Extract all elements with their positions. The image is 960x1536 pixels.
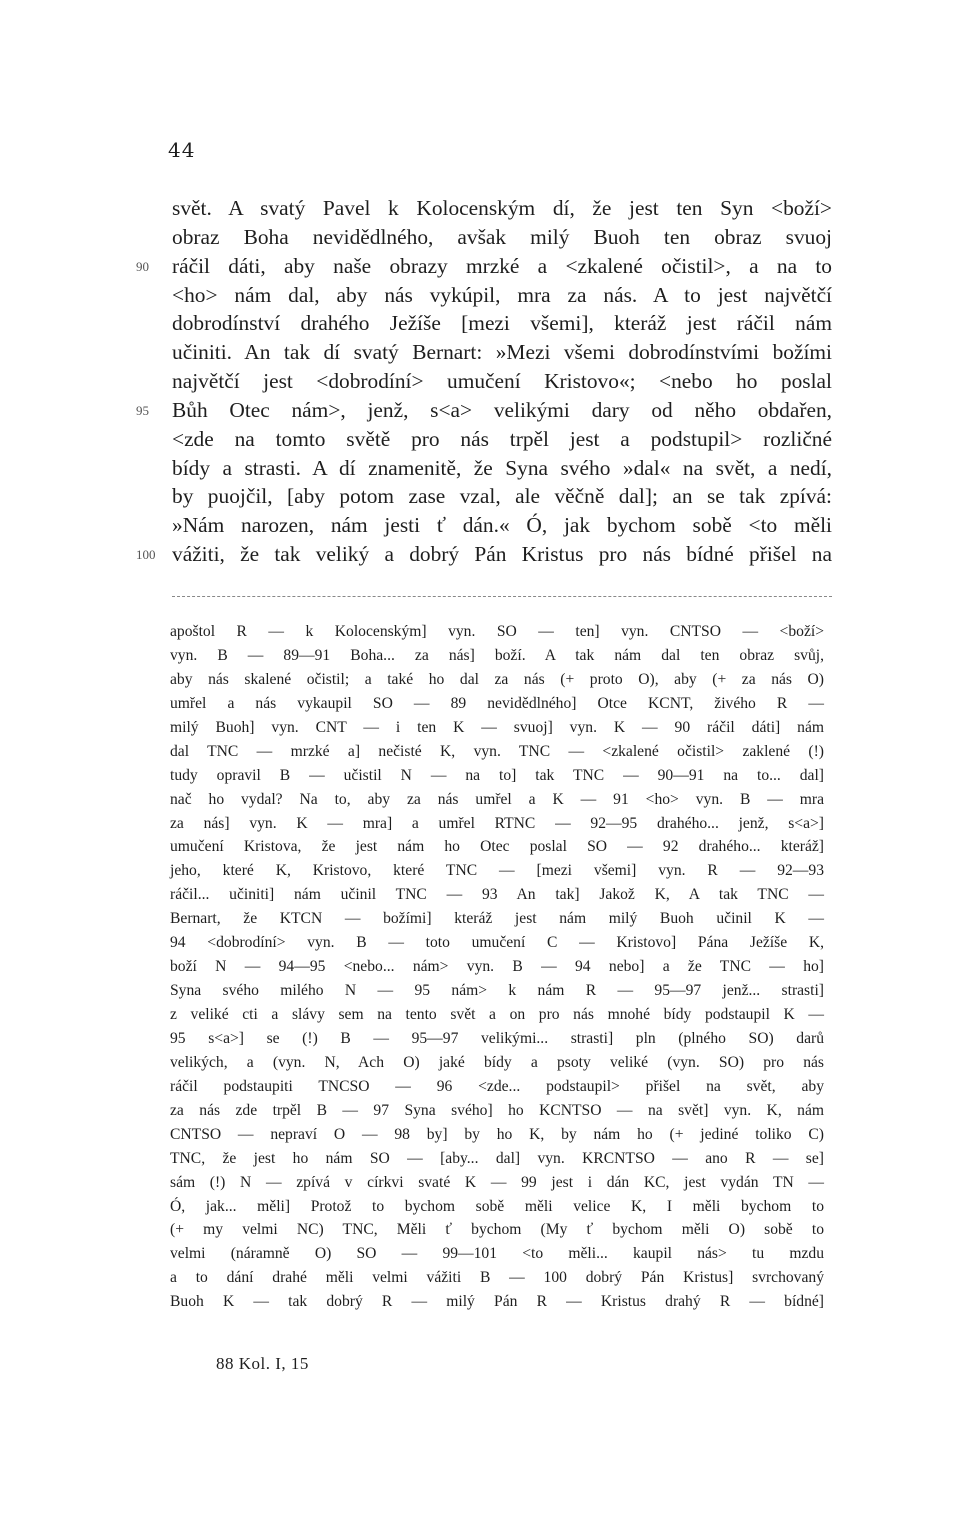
text-line (172, 367, 832, 396)
text-line (172, 309, 832, 338)
text-line (172, 194, 832, 223)
apparatus-line: z veliké cti a slávy sem na tento svět a on pro nás mnohé bídy podstaupil K — (170, 1006, 824, 1023)
line-text: »Nám narozen, nám jesti ť dán.« Ó, jak bychom sobě <to měli (172, 513, 832, 538)
apparatus-line: ráčil... učiniti] nám učinil TNC — 93 An tak] Jakož K, A tak TNC — (170, 886, 824, 904)
apparatus-line: dal TNC — mrzké a] nečisté K, vyn. TNC — <zkalené očistil> zaklené (!) (170, 742, 824, 760)
text-line (136, 396, 832, 425)
apparatus-line: Bernart, že KTCN — božími] kteráž jest nám milý Buoh učinil K — (170, 910, 824, 928)
line-text: učiniti. An tak dí svatý Bernart: »Mezi všemi dobrodínstvími božími (172, 340, 832, 365)
apparatus-line: apoštol R — k Kolocenským] vyn. SO — ten] vyn. CNTSO — <boží> (170, 623, 824, 640)
printer-signature: 88 Kol. I, 15 (216, 1354, 309, 1373)
apparatus-line: a to dání drahé měli velmi vážiti B — 100 dobrý Pán Kristus] svrchovaný (170, 1269, 824, 1287)
footnote-separator (172, 596, 832, 597)
line-number: 95 (136, 402, 149, 418)
apparatus-line: sám (!) N — zpívá v církvi svaté K — 99 jest i dán KC, jest vydán TN — (170, 1173, 824, 1191)
apparatus-line: umřel a nás vykaupil SO — 89 nevidědlného] Otce KCNT, živého R — (170, 694, 824, 712)
text-line (172, 223, 832, 252)
apparatus-line: 94 <dobrodíní> vyn. B — toto umučení C — Kristovo] Pána Ježíše K, (170, 934, 824, 952)
text-line (172, 482, 832, 511)
apparatus-line: jeho, které K, Kristovo, které TNC — [mezi všemi] vyn. R — 92—93 (170, 862, 824, 880)
text-line (172, 281, 832, 310)
apparatus-line: TNC, že jest ho nám SO — [aby... dal] vyn. KRCNTSO — ano R — se] (170, 1149, 824, 1167)
apparatus-line: ráčil podstaupiti TNCSO — 96 <zde... podstaupil> přišel na svět, aby (170, 1077, 824, 1095)
line-text: dobrodínství drahého Ježíše [mezi všemi], kteráž jest ráčil nám (172, 311, 832, 336)
apparatus-line: tudy opravil B — učistil N — na to] tak TNC — 90—91 na to... dal] (170, 766, 824, 784)
apparatus-line: velmi (náramně O) SO — 99—101 <to měli... kaupil nás> tu mzdu (170, 1245, 824, 1263)
main-text-block (136, 194, 832, 569)
text-line (172, 425, 832, 454)
apparatus-line: Ó, jak... měli] Protož to bychom sobě měli velice K, I měli bychom to (170, 1197, 824, 1215)
apparatus-line: Buoh K — tak dobrý R — milý Pán R — Kristus drahý R — bídné] (170, 1293, 824, 1311)
line-text: <ho> nám dal, aby nás vykúpil, mra za nás. A to jest najvětčí (172, 282, 832, 307)
text-line (136, 540, 832, 569)
apparatus-line: za nás] vyn. K — mra] a umřel RTNC — 92—95 drahého... jenž, s<a>] (170, 814, 824, 832)
text-line (172, 511, 832, 540)
page-number: 44 (168, 138, 196, 162)
line-text: by puojčil, [aby potom zase vzal, ale věčně dal]; an se tak zpívá: (172, 484, 832, 509)
apparatus-line: boží N — 94—95 <nebo... nám> vyn. B — 94 nebo] a že TNC — ho] (170, 958, 824, 976)
text-line (136, 252, 832, 281)
text-line (172, 454, 832, 483)
line-text: obraz Boha nevidědlného, avšak milý Buoh ten obraz svuoj (172, 224, 832, 249)
apparatus-line: Syna svého milého N — 95 nám> k nám R — 95—97 jenž... strasti] (170, 982, 824, 1000)
line-text: Bůh Otec nám>, jenž, s<a> velikými dary od něho obdařen, (172, 397, 832, 422)
apparatus-line: umučení Kristova, že jest nám ho Otec poslal SO — 92 drahého... kteráž] (170, 838, 824, 856)
apparatus-line: (+ my velmi NC) TNC, Měli ť bychom (My ť bychom měli O) sobě to (170, 1221, 824, 1239)
line-number: 90 (136, 258, 149, 274)
line-text: <zde na tomto světě pro nás trpěl jest a podstupil> rozličné (172, 426, 832, 451)
apparatus-line: velikých, a (vyn. N, Ach O) jaké bídy a psoty veliké (vyn. SO) pro nás (170, 1053, 824, 1071)
line-text: bídy a strasti. A dí znamenitě, že Syna svého »dal« na svět, a nedí, (172, 455, 832, 480)
apparatus-line: 95 s<a>] se (!) B — 95—97 velikými... strasti] pln (plného SO) darů (170, 1029, 824, 1047)
line-text: ráčil dáti, aby naše obrazy mrzké a <zkalené očistil>, a na to (172, 253, 832, 278)
critical-apparatus (170, 620, 824, 1314)
apparatus-line: aby nás skalené očistil; a také ho dal za nás (+ proto O), aby (+ za nás O) (170, 670, 824, 688)
apparatus-line: nač ho vydal? Na to, aby za nás umřel a K — 91 <ho> vyn. B — mra (170, 790, 824, 808)
apparatus-line: CNTSO — nepraví O — 98 by] by ho K, by nám ho (+ jediné toliko C) (170, 1125, 824, 1143)
line-text: vážiti, že tak veliký a dobrý Pán Kristus pro nás bídné přišel na (172, 542, 832, 567)
apparatus-line: milý Buoh] vyn. CNT — i ten K — svuoj] vyn. K — 90 ráčil dáti] nám (170, 718, 824, 736)
apparatus-line: vyn. B — 89—91 Boha... za nás] boží. A tak nám dal ten obraz svůj, (170, 646, 824, 664)
line-text: svět. A svatý Pavel k Kolocenským dí, že jest ten Syn <boží> (172, 196, 832, 220)
apparatus-line: za nás zde trpěl B — 97 Syna svého] ho KCNTSO — na svět] vyn. K, nám (170, 1101, 824, 1119)
line-number: 100 (136, 547, 156, 563)
text-line (172, 338, 832, 367)
line-text: najvětčí jest <dobrodíní> umučení Kristovo«; <nebo ho poslal (172, 369, 832, 394)
